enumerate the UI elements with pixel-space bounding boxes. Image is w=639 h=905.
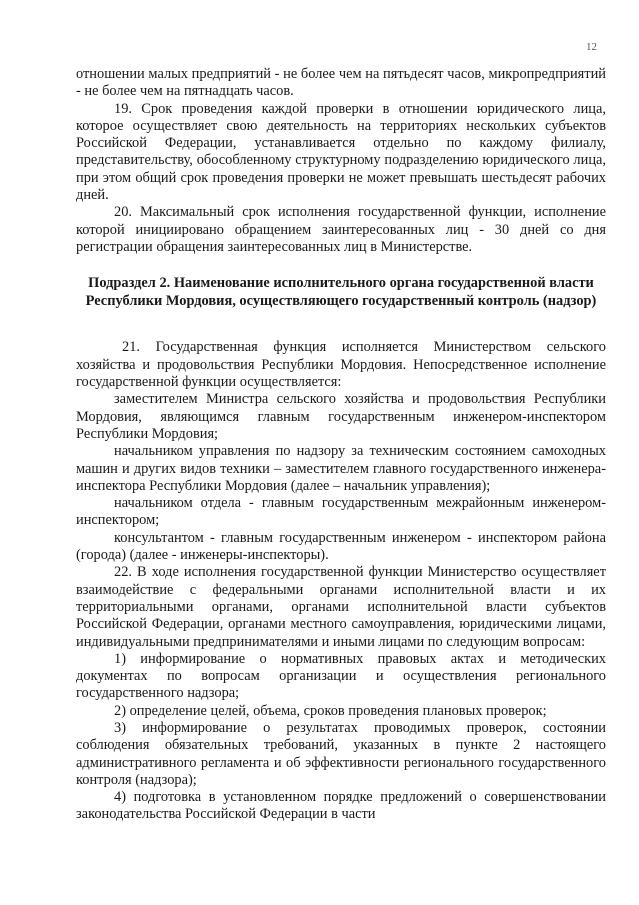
list-item-deputy-minister: заместителем Министра сельского хозяйства и продовольствия Республики Мордовия, являющимся главным государственным инженером-инспектором Республики Мордовия; bbox=[76, 391, 606, 442]
paragraph-22: 22. В ходе исполнения государственной функции Министерство осуществляет взаимодействие с федеральными органами исполнительной власти и их территориальными органами, органами исполнительной власти субъектов Российской Федерации, органами местного самоуправления, юридическими лицами, индивидуальными предпринимателями и иными лицами по следующим вопросам: bbox=[76, 564, 606, 650]
document-body bbox=[76, 66, 606, 824]
paragraph-21: 21. Государственная функция исполняется Министерством сельского хозяйства и продовольствия Республики Мордовия. Непосредственное исполнение государственной функции осуществляется: bbox=[76, 339, 606, 391]
list-item-consultant: консультантом - главным государственным инженером - инспектором района (города) (далее - инженеры-инспекторы). bbox=[76, 529, 606, 564]
page-number: 12 bbox=[586, 41, 597, 53]
list-item-4: 4) подготовка в установленном порядке предложений о совершенствовании законодательства Российской Федерации в части bbox=[76, 789, 606, 823]
paragraph-20: 20. Максимальный срок исполнения государственной функции, исполнение которой инициировано обращением заинтересованных лиц - 30 дней со дня регистрации обращения заинтересованных лиц в Министерстве. bbox=[76, 204, 606, 255]
list-item-1: 1) информирование о нормативных правовых актах и методических документах по вопросам организации и осуществления регионального государственного надзора; bbox=[76, 650, 606, 702]
list-item-2: 2) определение целей, объема, сроков проведения плановых проверок; bbox=[114, 702, 547, 719]
list-item-head-of-department: начальником управления по надзору за техническим состоянием самоходных машин и других видов техники – заместителем главного государственного инженера-инспектора Республики Мордовия (далее – начальник управления); bbox=[76, 443, 606, 494]
list-item-3: 3) информирование о результатах проводимых проверок, состоянии соблюдения обязательных требований, указанных в пункте 2 настоящего административного регламента и об эффективности регионального государственного контроля (надзора); bbox=[76, 719, 606, 788]
paragraph-19: 19. Срок проведения каждой проверки в отношении юридического лица, которое осуществляет свою деятельность на территориях нескольких субъектов Российской Федерации, устанавливается отдельно по каждому филиалу, представительству, обособленному структурному подразделению юридического лица, при этом общий срок проведения проверки не может превышать шестьдесят рабочих дней. bbox=[76, 100, 606, 204]
paragraph-continuation: отношении малых предприятий - не более чем на пятьдесят часов, микропредприятий - не более чем на пятнадцать часов. bbox=[76, 66, 606, 100]
subsection-heading: Подраздел 2. Наименование исполнительного органа государственной власти Республики Мордовия, осуществляющего государственный контроль (надзор) bbox=[85, 275, 597, 309]
list-item-head-of-division: начальником отдела - главным государственным межрайонным инженером-инспектором; bbox=[76, 495, 606, 529]
